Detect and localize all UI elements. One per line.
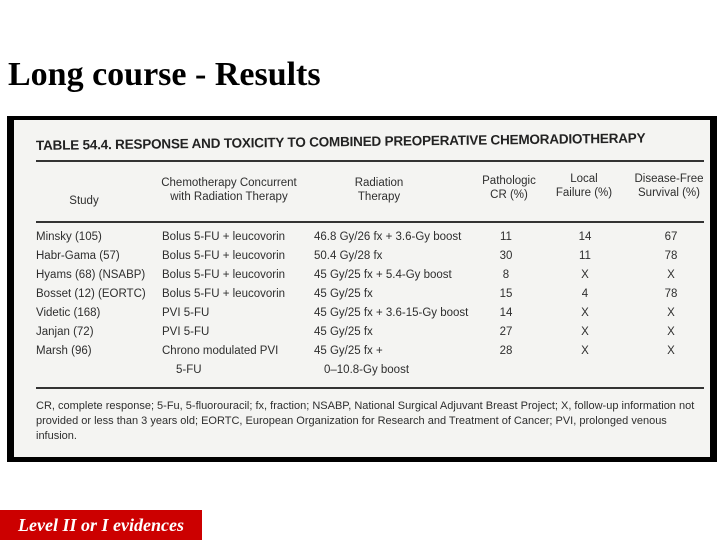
cell-study: Marsh (96) xyxy=(36,345,92,357)
cell-chemotherapy: PVI 5-FU xyxy=(162,326,210,338)
table-row xyxy=(14,304,710,322)
cell-study: Hyams (68) (NSABP) xyxy=(36,269,146,281)
table-row xyxy=(14,266,710,284)
header-dfs-line2: Survival (%) xyxy=(638,187,700,199)
cell-pathologic-cr: 28 xyxy=(499,345,513,357)
cell-chemotherapy: Bolus 5-FU + leucovorin xyxy=(162,288,286,300)
cell-pathologic-cr: 14 xyxy=(499,307,513,319)
cell-radiation-continuation: 0–10.8-Gy boost xyxy=(324,364,410,376)
cell-pathologic-cr: 30 xyxy=(499,250,513,262)
header-radiation-line1: Radiation xyxy=(354,177,404,189)
header-radiation-line2: Therapy xyxy=(357,191,401,203)
cell-radiation: 45 Gy/25 fx xyxy=(314,288,373,300)
cell-disease-free-survival: X xyxy=(667,345,675,357)
evidence-level-label: Level II or I evidences xyxy=(18,514,184,535)
cell-study: Minsky (105) xyxy=(36,231,102,243)
table-row xyxy=(14,342,710,360)
cell-study: Habr-Gama (57) xyxy=(36,250,120,262)
cell-chemotherapy: Chrono modulated PVI xyxy=(162,345,279,357)
cell-pathologic-cr: 15 xyxy=(499,288,513,300)
cell-local-failure: X xyxy=(581,345,589,357)
bottom-rule xyxy=(36,387,704,389)
header-lf-line2: Failure (%) xyxy=(555,187,613,199)
cell-local-failure: 14 xyxy=(578,231,592,243)
cell-radiation: 45 Gy/25 fx + 3.6-15-Gy boost xyxy=(314,307,469,319)
header-local-failure xyxy=(544,172,624,200)
cell-pathologic-cr: 8 xyxy=(502,269,510,281)
slide-title: Long course - Results xyxy=(8,56,321,93)
header-study-label: Study xyxy=(69,195,99,207)
cell-radiation: 45 Gy/25 fx + 5.4-Gy boost xyxy=(314,269,452,281)
cell-study: Videtic (168) xyxy=(36,307,101,319)
cell-radiation: 45 Gy/25 fx xyxy=(314,326,373,338)
table-page xyxy=(14,120,710,457)
scanned-table-image xyxy=(7,116,717,462)
header-chemotherapy xyxy=(149,176,309,204)
table-row-continuation xyxy=(14,361,710,379)
cell-disease-free-survival: X xyxy=(667,326,675,338)
evidence-level-badge xyxy=(0,510,202,540)
header-disease-free-survival xyxy=(629,172,709,200)
cell-pathologic-cr: 27 xyxy=(499,326,513,338)
table-row xyxy=(14,285,710,303)
cell-radiation: 50.4 Gy/28 fx xyxy=(314,250,383,262)
table-row xyxy=(14,247,710,265)
cell-local-failure: X xyxy=(581,269,589,281)
cell-radiation: 46.8 Gy/26 fx + 3.6-Gy boost xyxy=(314,231,462,243)
header-pathologic-cr xyxy=(469,174,549,202)
cell-local-failure: 4 xyxy=(581,288,589,300)
cell-chemotherapy: PVI 5-FU xyxy=(162,307,210,319)
cell-local-failure: 11 xyxy=(579,250,591,262)
header-cr-line2: CR (%) xyxy=(490,189,528,201)
cell-study: Janjan (72) xyxy=(36,326,94,338)
table-row xyxy=(14,323,710,341)
table-footnote: CR, complete response; 5-Fu, 5-fluorouracil; fx, fraction; NSABP, National Surgical Adjuvant Breast Project; X, follow-up information not provided or less than 3 years old; EORTC, European Organization for Research and Treatment of Cancer; PVI, prolonged venous infusion. xyxy=(36,400,695,442)
cell-study: Bosset (12) (EORTC) xyxy=(36,288,146,300)
cell-pathologic-cr: 11 xyxy=(500,231,512,243)
header-dfs-line1: Disease-Free xyxy=(634,173,704,185)
cell-local-failure: X xyxy=(581,326,589,338)
header-lf-line1: Local xyxy=(570,173,598,185)
cell-chemotherapy-continuation: 5-FU xyxy=(176,364,202,376)
cell-radiation: 45 Gy/25 fx + xyxy=(314,345,383,357)
header-study xyxy=(54,194,114,208)
header-cr-line1: Pathologic xyxy=(482,175,536,187)
cell-local-failure: X xyxy=(581,307,589,319)
cell-chemotherapy: Bolus 5-FU + leucovorin xyxy=(162,269,286,281)
top-rule xyxy=(36,160,704,162)
cell-disease-free-survival: 67 xyxy=(664,231,678,243)
cell-disease-free-survival: 78 xyxy=(664,250,678,262)
cell-chemotherapy: Bolus 5-FU + leucovorin xyxy=(162,231,286,243)
cell-disease-free-survival: X xyxy=(667,269,675,281)
cell-disease-free-survival: 78 xyxy=(664,288,678,300)
header-radiation xyxy=(339,176,419,204)
table-row xyxy=(14,228,710,246)
header-chemo-line1: Chemotherapy Concurrent xyxy=(161,177,297,189)
header-chemo-line2: with Radiation Therapy xyxy=(170,191,288,203)
cell-disease-free-survival: X xyxy=(667,307,675,319)
table-caption: TABLE 54.4. RESPONSE AND TOXICITY TO COMBINED PREOPERATIVE CHEMORADIOTHERAPY xyxy=(35,130,646,153)
header-rule xyxy=(36,221,704,223)
cell-chemotherapy: Bolus 5-FU + leucovorin xyxy=(162,250,286,262)
